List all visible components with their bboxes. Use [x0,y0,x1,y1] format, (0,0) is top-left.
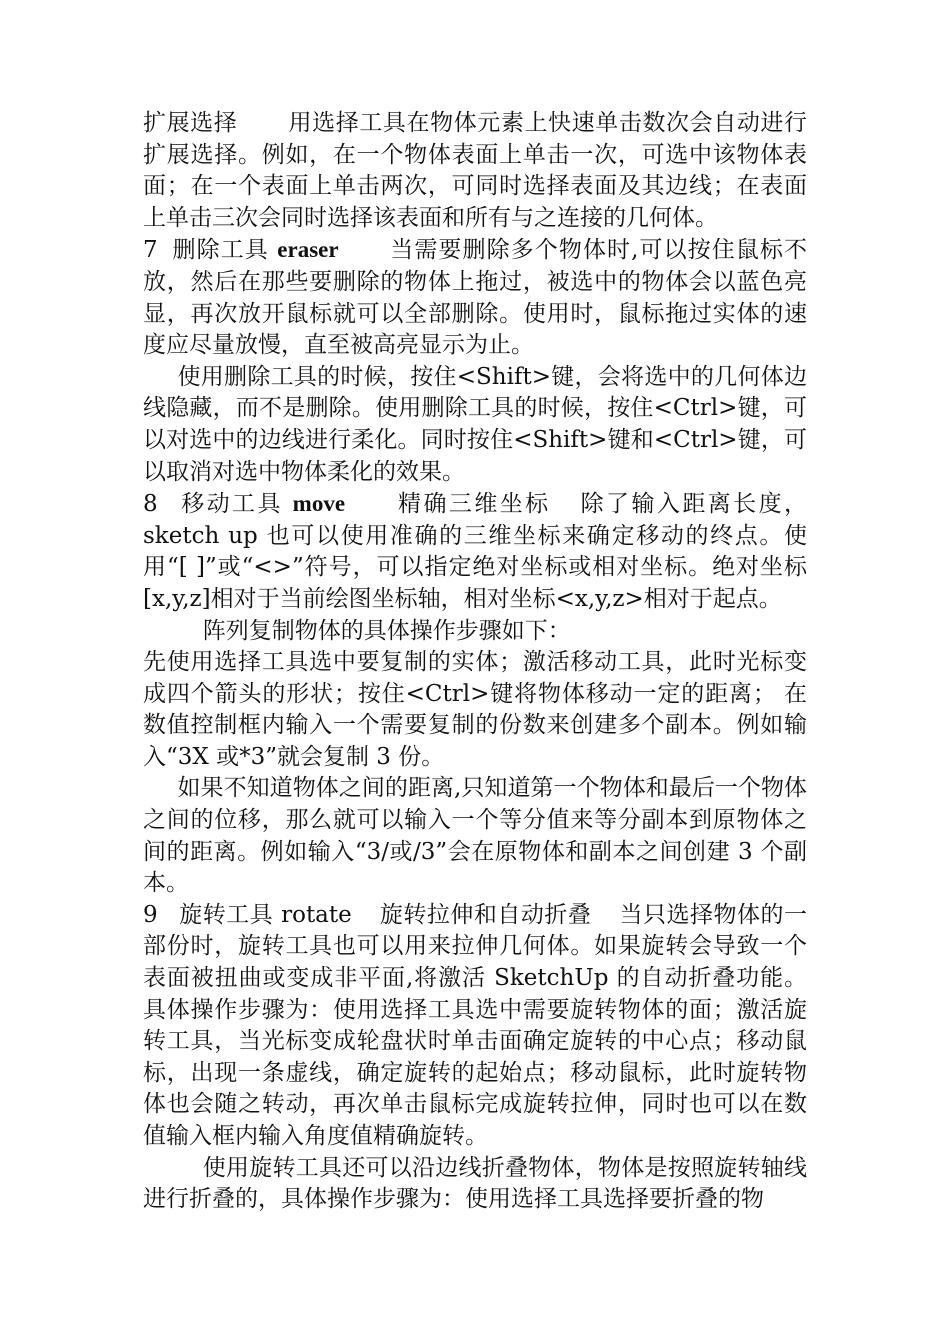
paragraph-text: 当需要删除多个物体时,可以按住鼠标不放，然后在那些要删除的物体上拖过，被选中的物体会以蓝色亮显，再次放开鼠标就可以全部删除。使用时，鼠标拖过实体的速度应尽量放慢，直至被高亮显示为止。 [143,237,808,359]
section-label: 旋转拉伸和自动折叠 [379,901,592,928]
section-7-eraser [143,234,807,361]
document-body [143,108,807,1216]
paragraph-text: 当只选择物体的一部份时，旋转工具也可以用来拉伸几何体。如果旋转会导致一个表面被扭曲或变成非平面,将激活 SketchUp 的自动折叠功能。具体操作步骤为：使用选择工具选中需要旋转物体的面；激活旋转工具，当光标变成轮盘状时单击面确定旋转的中心点；移动鼠标，出现一条虚线，确定旋转的起始点；移动鼠标，此时旋转物体也会随之转动，再次单击鼠标完成旋转拉伸，同时也可以在数值输入框内输入角度值精确旋转。 [143,901,808,1149]
tool-name-cn: 移动工具 [181,491,283,518]
tool-name: 旋转工具 rotate [179,901,352,928]
section-label: 精确三维坐标 [395,491,551,518]
section-8-move [143,488,807,615]
paragraph-text: 用选择工具在物体元素上快速单击数次会自动进行扩展选择。例如，在一个物体表面上单击一次，可选中该物体表面；在一个表面上单击两次，可同时选择表面及其边线；在表面上单击三次会同时选择该表面和所有与之连接的几何体。 [143,110,808,231]
paragraph-text: 除了输入距离长度，sketch up 也可以使用准确的三维坐标来确定移动的终点。使用“[ ]”或“<>”符号，可以指定绝对坐标或相对坐标。绝对坐标 [x,y,z]相对于当前绘图坐标轴，相对坐标<x,y,z>相对于起点。 [143,491,808,612]
paragraph-equal-division: 如果不知道物体之间的距离,只知道第一个物体和最后一个物体之间的位移，那么就可以输入一个等分值来等分副本到原物体之间的距离。例如输入“3/或/3”会在原物体和副本之间创建 3 个副本。 [143,775,807,897]
paragraph-array-copy-steps: 先使用选择工具选中要复制的实体；激活移动工具，此时光标变成四个箭头的形状；按住<Ctrl>键将物体移动一定的距离； 在数值控制框内输入一个需要复制的份数来创建多个副本。例如输入“3X 或*3”就会复制 3 份。 [143,649,807,770]
tool-name-cn: 删除工具 [171,237,269,264]
paragraph-rotate-fold: 使用旋转工具还可以沿边线折叠物体，物体是按照旋转轴线进行折叠的，具体操作步骤为：使用选择工具选择要折叠的物 [143,1154,807,1213]
section-label: 扩展选择 [143,110,238,136]
section-9-rotate [143,900,807,1153]
paragraph-extended-selection [143,108,807,234]
section-number: 8 [143,491,158,518]
paragraph-eraser-modifiers: 使用删除工具的时候，按住<Shift>键，会将选中的几何体边线隐藏，而不是删除。使用删除工具的时候，按住<Ctrl>键，可以对选中的边线进行柔化。同时按住<Shift>键和<Ctrl>键，可以取消对选中物体柔化的效果。 [143,363,807,485]
paragraph-array-copy-heading: 阵列复制物体的具体操作步骤如下： [202,617,571,644]
section-number: 9 [143,901,158,928]
tool-name-en: move [292,491,346,517]
tool-name-en: eraser [277,237,339,263]
section-number: 7 [143,237,158,264]
